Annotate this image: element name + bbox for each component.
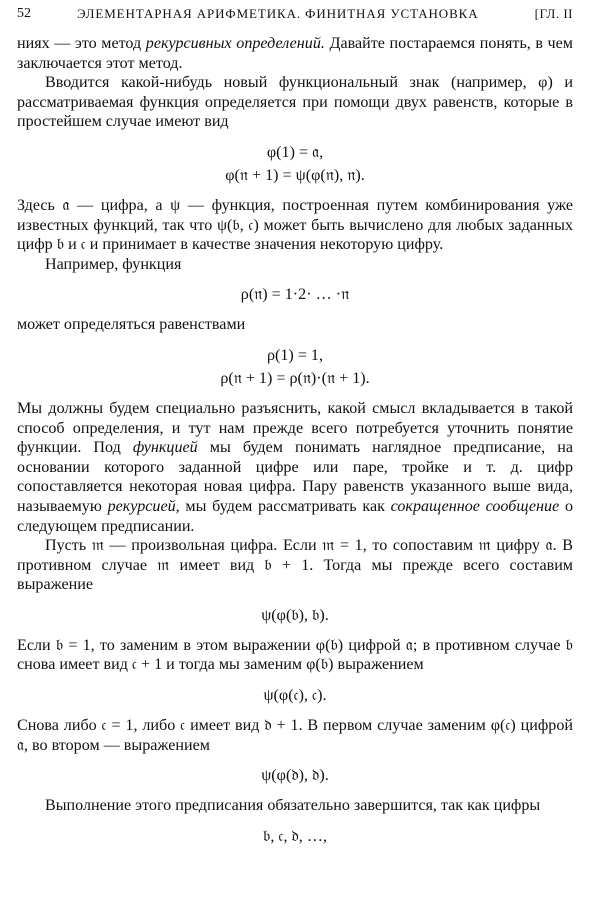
italic-term: рекурсией, xyxy=(107,497,180,515)
page-number: 52 xyxy=(17,6,31,21)
paragraph-1: ниях — это метод рекурсивных определений. Давайте постараемся понять, в чем заключается этот метод. xyxy=(17,35,573,72)
paragraph-4: Например, функция xyxy=(45,255,182,273)
paragraph-9: Снова либо 𝔠 = 1, либо 𝔠 имеет вид 𝔡 + 1. В первом случае заменим φ(𝔠) цифрой 𝔞, во втором — выражением xyxy=(17,717,573,754)
italic-term: сокращенное сообщение xyxy=(390,497,560,515)
paragraph-10: Выполнение этого предписания обязательно завершится, так как цифры xyxy=(45,797,541,815)
italic-term: функцией xyxy=(132,439,198,457)
running-title: ЭЛЕМЕНТАРНАЯ АРИФМЕТИКА. ФИНИТНАЯ УСТАНОВКА xyxy=(77,6,479,21)
paragraph-7: Пусть 𝔪 — произвольная цифра. Если 𝔪 = 1, то сопоставим 𝔪 цифру 𝔞. В противном случае 𝔪 имеет вид 𝔟 + 1. Тогда мы прежде всего составим выражение xyxy=(17,537,573,594)
equation-phi-step: φ(𝔫 + 1) = ψ(φ(𝔫), 𝔫). xyxy=(225,166,365,184)
equation-rho-base: ρ(1) = 1, xyxy=(267,346,323,364)
paragraph-3: Здесь 𝔞 — цифра, а ψ — функция, построенная путем комбинирования уже известных функций, так что ψ(𝔟, 𝔠) может быть вычислено для любых заданных цифр 𝔟 и 𝔠 и принимает в качестве значения некоторую цифру. xyxy=(17,196,573,254)
page-body xyxy=(17,34,573,857)
chapter-label: [ГЛ. II xyxy=(534,6,573,21)
paragraph-2: Вводится какой-нибудь новый функциональный знак (например, φ) и рассматриваемая функция определяется при помощи двух равенств, которые в простейшем случае имеют вид xyxy=(17,74,573,131)
equation-phi-base: φ(1) = 𝔞, xyxy=(266,143,324,161)
paragraph-8: Если 𝔟 = 1, то заменим в этом выражении φ(𝔟) цифрой 𝔞; в противном случае 𝔟 снова имеет вид 𝔠 + 1 и тогда мы заменим φ(𝔟) выражением xyxy=(17,636,573,674)
equation-rho-product: ρ(𝔫) = 1·2· … ·𝔫 xyxy=(240,286,350,304)
equation-psi-d: ψ(φ(𝔡), 𝔡). xyxy=(261,767,329,785)
equation-psi-b: ψ(φ(𝔟), 𝔟). xyxy=(261,606,329,624)
equation-psi-c: ψ(φ(𝔠), 𝔠). xyxy=(263,687,327,705)
equation-digits-list: 𝔟, 𝔠, 𝔡, …, xyxy=(263,827,327,845)
equation-rho-step: ρ(𝔫 + 1) = ρ(𝔫)·(𝔫 + 1). xyxy=(220,369,370,387)
running-header xyxy=(17,6,573,26)
book-page xyxy=(17,0,573,900)
italic-term: рекурсивных определений. xyxy=(145,35,325,52)
paragraph-6: Мы должны будем специально разъяснить, какой смысл вкладывается в такой способ определения, и тут нам прежде всего потребуется уточнить понятие функции. Под функцией мы будем понимать наглядное предписание, на основании которого заданной цифре или паре, тройке и т. д. цифр сопоставляется некоторая новая цифра. Пару равенств указанного выше вида, называемую рекурсией, мы будем рассматривать как сокращенное сообщение о следующем предписании. xyxy=(17,399,573,535)
paragraph-5: может определяться равенствами xyxy=(17,316,246,334)
